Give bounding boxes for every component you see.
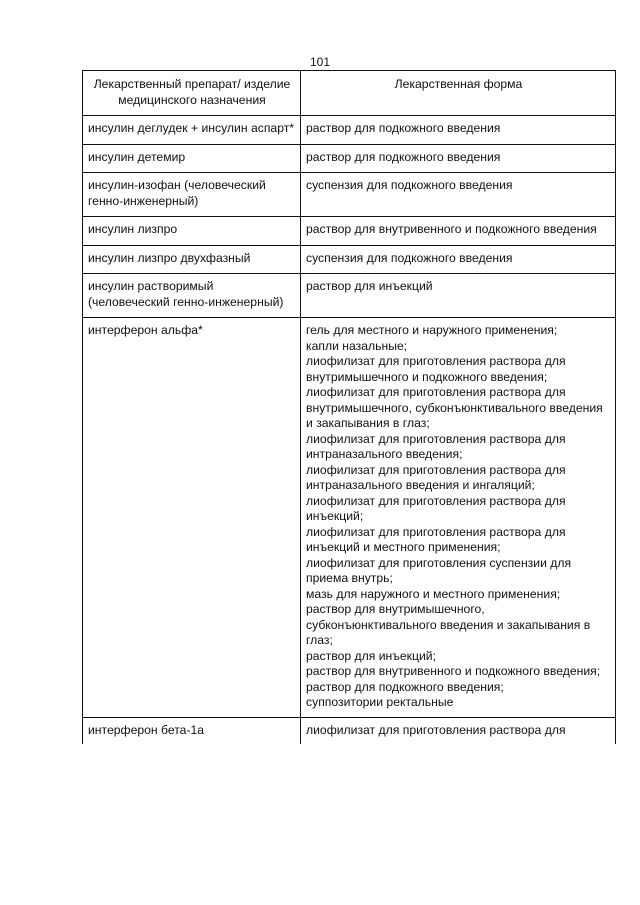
dosage-form: раствор для внутривенного и подкожного введения; [306, 664, 601, 678]
drug-name: инсулин растворимый (человеческий генно-инженерный) [83, 274, 301, 318]
table-row [83, 144, 616, 173]
dosage-form: мазь для наружного и местного применения; [306, 586, 561, 601]
header-dosage-form: Лекарственная форма [301, 71, 616, 116]
drug-name: инсулин лизпро двухфазный [83, 245, 301, 274]
dosage-form: лиофилизат для приготовления раствора для интраназального введения; [306, 431, 566, 461]
dosage-form: раствор для инъекций [301, 274, 616, 318]
dosage-form: лиофилизат для приготовления раствора для инъекций; [306, 493, 566, 523]
header-drug: Лекарственный препарат/ изделие медицинского назначения [83, 71, 301, 116]
table-header-row [83, 71, 616, 116]
dosage-form: раствор для подкожного введения [301, 144, 616, 173]
dosage-form: раствор для подкожного введения [301, 116, 616, 145]
dosage-form: раствор для внутривенного и подкожного введения [301, 217, 616, 246]
drug-name: инсулин лизпро [83, 217, 301, 246]
drug-table [82, 70, 616, 744]
dosage-form: суппозитории ректальные [306, 695, 454, 709]
dosage-form: лиофилизат для приготовления раствора для интраназального введения и ингаляций; [306, 462, 566, 492]
table-row [83, 717, 616, 744]
page-number: 101 [309, 55, 331, 69]
table-row [83, 245, 616, 274]
dosage-form: лиофилизат для приготовления раствора для [301, 717, 616, 744]
drug-name: инсулин детемир [83, 144, 301, 173]
table-row [83, 217, 616, 246]
drug-name: интерферон бета-1а [83, 717, 301, 744]
dosage-form: лиофилизат для приготовления раствора для внутримышечного, субконъюнктивального введения и закапывания в глаз; [306, 385, 603, 430]
dosage-form: суспензия для подкожного введения [301, 173, 616, 217]
table-row [83, 318, 616, 718]
dosage-form-list [301, 318, 616, 718]
drug-name: инсулин деглудек + инсулин аспарт* [83, 116, 301, 145]
dosage-form: раствор для внутримышечного, субконъюнктивального введения и закапывания в глаз; [306, 602, 591, 647]
dosage-form: раствор для подкожного введения; [306, 679, 504, 694]
dosage-form: суспензия для подкожного введения [301, 245, 616, 274]
dosage-form: капли назальные; [306, 338, 408, 353]
table-row [83, 274, 616, 318]
table-row [83, 116, 616, 145]
dosage-form: лиофилизат для приготовления суспензии для приема внутрь; [306, 555, 572, 585]
drug-name: инсулин-изофан (человеческий генно-инженерный) [83, 173, 301, 217]
dosage-form: раствор для инъекций; [306, 648, 436, 663]
table-row [83, 173, 616, 217]
dosage-form: гель для местного и наружного применения; [306, 323, 558, 337]
drug-name: интерферон альфа* [83, 318, 301, 718]
dosage-form: лиофилизат для приготовления раствора для внутримышечного и подкожного введения; [306, 354, 566, 384]
dosage-form: лиофилизат для приготовления раствора для инъекций и местного применения; [306, 524, 566, 554]
